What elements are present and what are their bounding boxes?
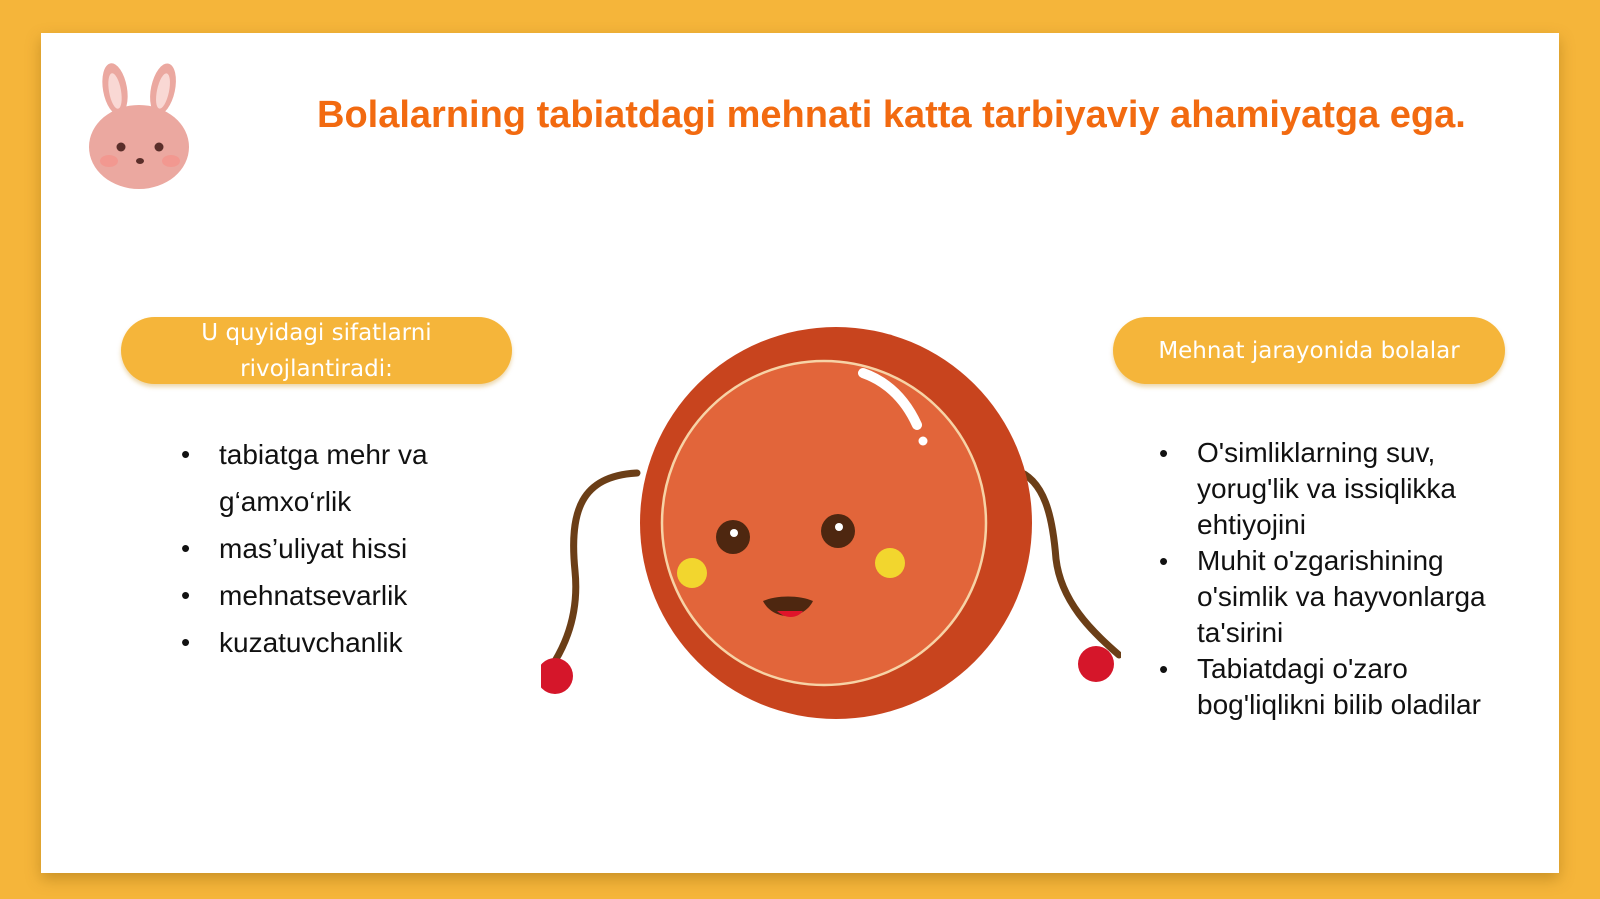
qualities-heading-label: U quyidagi sifatlarni rivojlantiradi: (201, 319, 432, 382)
list-item: • mehnatsevarlik (181, 572, 501, 619)
qualities-heading-pill (121, 317, 512, 384)
smiling-ball-mascot (541, 291, 1121, 731)
list-item: • Muhit o'zgarishining o'simlik va hayvonlarga ta'sirini (1159, 543, 1489, 651)
list-item: • O'simliklarning suv, yorug'lik va issiqlikka ehtiyojini (1159, 435, 1489, 543)
slide-canvas (41, 33, 1559, 873)
list-item: • Tabiatdagi o'zaro bog'liqlikni bilib oladilar (1159, 651, 1489, 723)
process-list (1159, 435, 1489, 723)
list-item: • kuzatuvchanlik (181, 619, 501, 666)
slide-title: Bolalarning tabiatdagi mehnati katta tarbiyaviy ahamiyatga ega. (317, 94, 1466, 136)
bunny-face-icon (85, 61, 195, 191)
process-heading-label: Mehnat jarayonida bolalar (1158, 337, 1460, 364)
list-item: • tabiatga mehr va g‘amxo‘rlik (181, 431, 501, 525)
process-heading-pill (1113, 317, 1505, 384)
qualities-list (181, 431, 501, 666)
list-item: • mas’uliyat hissi (181, 525, 501, 572)
